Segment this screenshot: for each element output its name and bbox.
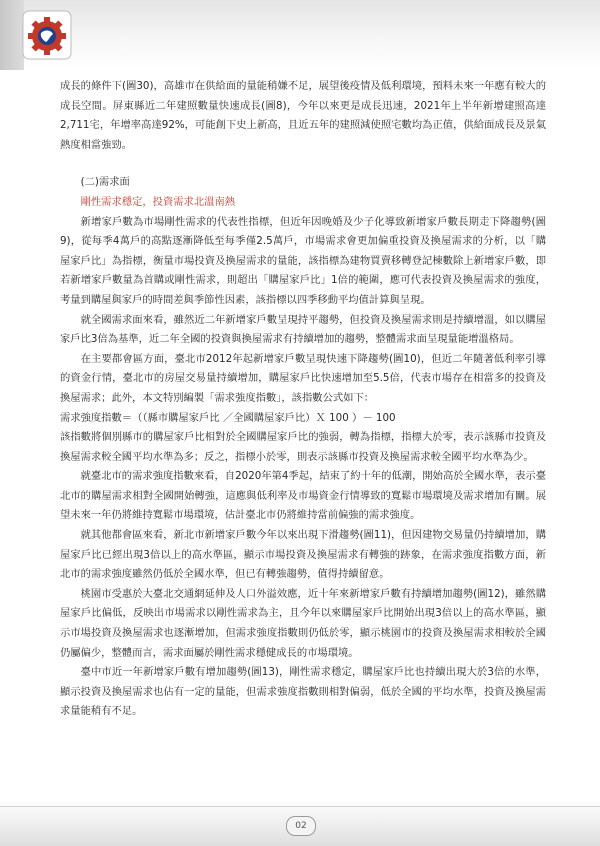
formula-line: 需求強度指數＝（（縣市購屋家戶比 ／全國購屋家戶比）Ｘ 100 ）－ 100	[60, 411, 396, 424]
paragraph-index-explanation: 該指數將個別縣市的購屋家戶比相對於全國購屋家戶比的強弱，轉為指標，指標大於零，表示該縣市投資及換屋需求較全國平均水準為多；反之，指標小於零，則表示該縣市投資及換屋需求較全國平均水準為少。	[60, 431, 546, 463]
paragraph-household-indicator: 新增家戶數為市場剛性需求的代表性指標，但近年因晚婚及少子化導致新增家戶數長期走下降趨勢(圖9)，從每季4萬戶的高點逐漸降低至每季僅2.5萬戶，市場需求會更加偏重投資及換屋需求的分析，以「購屋家戶比」為指標，衡量市場投資及換屋需求的量能，該指標為建物買賣移轉登記棟數除上新增家戶數，即若新增家戶數量為首購或剛性需求，則超出「購屋家戶比」1倍的範圍，應可代表投資及換屋需求的強度，考量到購屋與家戶的時間差與季節性因素，該指標以四季移動平均值計算與呈現。	[60, 215, 546, 306]
footer-divider	[0, 806, 600, 807]
paragraph-supply-continued: 成長的條件下(圖30)，高雄市在供給面的量能稍嫌不足，展望後疫情及低利環境，預料未來一年應有較大的成長空間。屏東縣近二年建照數量快速成長(圖8)，今年以來更是成長迅速，2021年上半年新增建照高達2,711宅，年增率高達92%，可能創下史上新高，且近五年的建照減使照宅數均為正值，供給面成長及景氣熱度相當強勁。	[60, 80, 546, 151]
paragraph-taichung: 臺中市近一年新增家戶數有增加趨勢(圖13)，剛性需求穩定，購屋家戶比也持續出現大於3倍的水準，顯示投資及換屋需求也佔有一定的量能，但需求強度指數則相對偏弱，低於全國的平均水準，投資及換屋需求量能稍有不足。	[60, 666, 546, 718]
page-number-badge: 02	[286, 816, 316, 836]
paragraph-taoyuan: 桃園市受惠於大臺北交通網延伸及人口外溢效應，近十年來新增家戶數有持續增加趨勢(圖12)，雖然購屋家戶比偏低，反映出市場需求以剛性需求為主，且今年以來購屋家戶比開始出現3倍以上的高水準區，顯示市場投資及換屋需求也逐漸增加，但需求強度指數則仍低於零，顯示桃園市的投資及換屋需求相較於全國仍屬偏少，整體而言，需求面屬於剛性需求穩健成長的市場環境。	[60, 587, 546, 659]
paragraph-national-demand: 就全國需求面來看，雖然近二年新增家戶數呈現持平趨勢，但投資及換屋需求則是持續增溫，如以購屋家戶比3倍為基準，近二年全國的投資與換屋需求有持續增加的趨勢，整體需求面呈現量能增溫格局。	[60, 313, 546, 346]
paragraph-taipei-index: 就臺北市的需求強度指數來看，自2020年第4季起，結束了約十年的低潮，開始高於全國水準，表示臺北市的購屋需求相對全國開始轉強，這應與低利率及市場資金行情導致的寬鬆市場環境及需求增加有關。展望未來一年仍將維持寬鬆市場環境，估計臺北市仍將維持當前偏強的需求強度。	[60, 470, 546, 522]
header-corner-block	[0, 0, 24, 70]
paragraph-new-taipei: 就其他都會區來看，新北市新增家戶數今年以來出現下滑趨勢(圖11)，但因建物交易量仍持續增加，購屋家戶比已經出現3倍以上的高水準區，顯示市場投資及換屋需求有轉強的跡象，在需求強度指數方面，新北市的需求強度雖然仍低於全國水準，但已有轉強趨勢，值得持續留意。	[60, 529, 546, 581]
section-heading: (二)需求面	[80, 176, 130, 189]
spacer	[60, 155, 546, 173]
document-body	[60, 77, 546, 722]
gear-wheel-logo-icon	[22, 10, 72, 60]
sub-heading: 剛性需求穩定，投資需求北溫南熱	[80, 195, 236, 208]
header-band	[0, 0, 600, 70]
paragraph-taipei-demand: 在主要都會區方面，臺北市2012年起新增家戶數呈現快速下降趨勢(圖10)，但近二年隨著低利率引導的資金行情，臺北市的房屋交易量持續增加，購屋家戶比快速增加至5.5倍，代表市場存在相當多的投資及換屋需求；此外，本文特別編製「需求強度指數」，該指數公式如下：	[60, 352, 546, 404]
